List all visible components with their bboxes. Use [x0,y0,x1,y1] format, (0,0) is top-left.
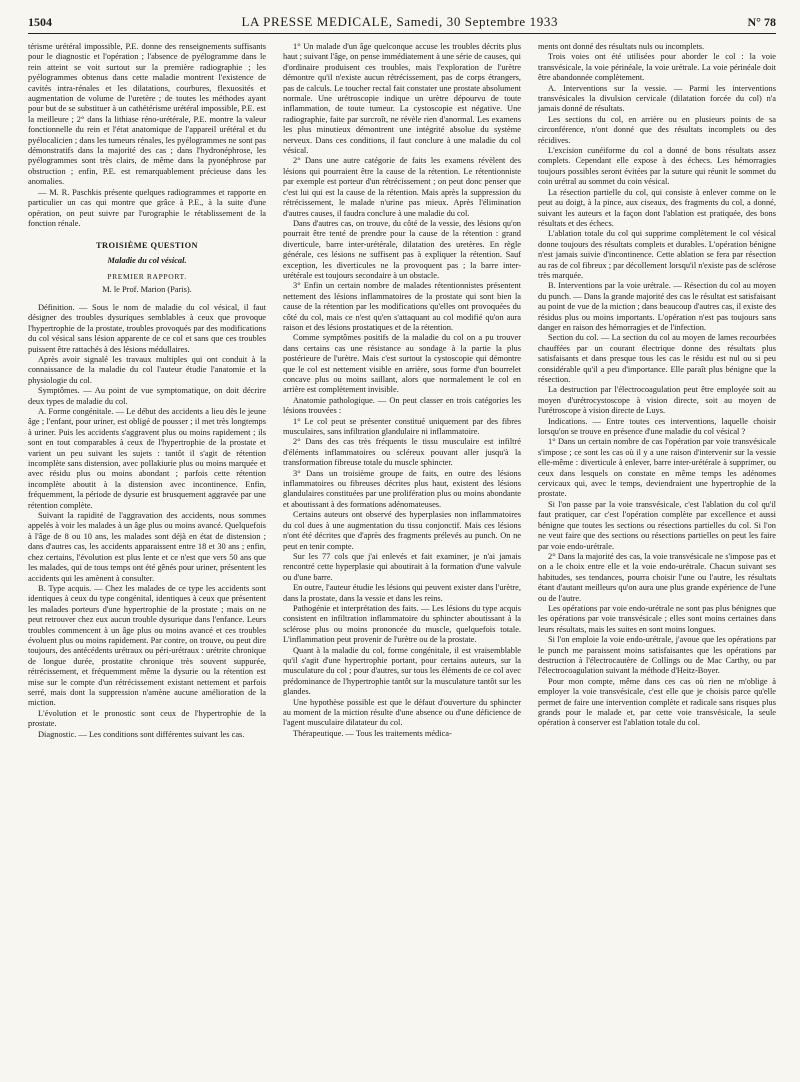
paragraph: Si l'on emploie la voie endo-urétrale, j'avoue que les opérations par le punch me paraissent moins satisfaisantes que les opérations par destruction à l'électrocautère de Collings ou de Mac Carthy, ou par l'électrocoagulation suivant la méthode d'Heitz-Boyer. [538,635,776,676]
paragraph: 3° Dans un troisième groupe de faits, en outre des lésions inflammatoires ou fibreuses décrites plus haut, existent des lésions glandulaires constituées par une prolifération plus ou moins abondante et aboutissant à des formations adénomateuses. [283,468,521,509]
paragraph: 2° Dans une autre catégorie de faits les examens révèlent des lésions qui pourraient être la cause de la rétention. Le rétentionniste par exemple est porteur d'un rétrécissement ; on peut donc penser que c'est lui qui est la cause de la rétention. Mais après la suppression du rétrécissement, le malade n'urine pas mieux. Après l'élimination d'autres causes, il faudra conclure à une maladie du col. [283,156,521,218]
journal-title-line: LA PRESSE MEDICALE, Samedi, 30 Septembre 1933 [241,14,559,29]
section-heading: TROISIÈME QUESTION [96,241,198,251]
paragraph: Les sections du col, en arrière ou en plusieurs points de sa circonférence, n'ont donné que des résultats incomplets ou des récidives. [538,114,776,145]
issue-number: N° 78 [747,15,776,29]
paragraph: Après avoir signalé les travaux multiples qui ont conduit à la connaissance de la maladie du col l'auteur étudie l'anatomie et la physiologie du col. [28,354,266,385]
paragraph: Anatomie pathologique. — On peut classer en trois catégories les lésions trouvées : [283,395,521,416]
paragraph: L'évolution et le pronostic sont ceux de l'hypertrophie de la prostate. [28,708,266,729]
paragraph: 3° Enfin un certain nombre de malades rétentionnistes présentent nettement des lésions inflammatoires de la prostate qui sont bien la cause de la rétention par les modifications qu'elles ont provoquées du côté du col, mais ce n'est qu'en s'attaquant au col modifié qu'on aura raison et des lésions prostatiques et de la rétention. [283,281,521,332]
paragraph: 1° Dans un certain nombre de cas l'opération par voie transvésicale s'impose ; ce sont les cas où il y a une raison d'intervenir sur la vessie elle-même : diverticule à enlever, barre inter-urétérale à supprimer, ou ceux dans lesquels on constate en même temps les adénomes cervicaux qui, avec le temps, deviendraient une hypertrophie de la prostate. [538,437,776,499]
paragraph: Trois voies ont été utilisées pour aborder le col : la voie transvésicale, la voie périnéale, la voie urétrale. La voie périnéale doit être abandonnée complètement. [538,52,776,83]
paragraph: B. Interventions par la voie urétrale. — Résection du col au moyen du punch. — Dans la grande majorité des cas le résultat est satisfaisant au point de vue de la miction ; dans beaucoup d'autres cas, il existe des résidus plus ou moins importants. L'opération n'est pas toujours sans danger en raison des hémorragies et de l'infection. [538,281,776,332]
report-author: M. le Prof. Marion (Paris). [102,284,192,294]
column-middle [283,42,521,1072]
paragraph: ments ont donné des résultats nuls ou incomplets. [538,42,705,51]
paragraph: Si l'on passe par la voie transvésicale, c'est l'ablation du col qu'il faut pratiquer, car c'est l'opération complète par excellence et aussi bénigne que toutes les sections ou résections partielles du col. Si l'on ne veut faire que des sections ou résections partielles on peut les faire par voie endo-urétrale. [538,499,776,551]
paragraph: Les opérations par voie endo-urétrale ne sont pas plus bénignes que les opérations par voie transvésicale ; elles sont moins certaines dans leurs résultats, mais les suites en sont moins longues. [538,603,776,634]
paragraph: La résection partielle du col, qui consiste à enlever comme on le peut au doigt, à la pince, aux ciseaux, des fragments du col, a donné, suivant les auteurs et la façon dont l'ablation est pratiquée, des bons résultats et des échecs. [538,187,776,228]
paragraph: 2° Dans des cas très fréquents le tissu musculaire est infiltré d'éléments inflammatoires ou scléreux pouvant aller jusqu'à la transformation fibreuse totale du muscle sphincter. [283,437,521,468]
paragraph: La destruction par l'électrocoagulation peut être employée soit au moyen d'urétrocystoscope à vision directe, soit au moyen de l'urétroscope à vision directe de Luys. [538,385,776,416]
paragraph: Une hypothèse possible est que le défaut d'ouverture du sphincter au moment de la miction résulte d'une absence ou d'une déficience de l'agent musculaire dilatateur du col. [283,697,521,728]
paragraph: Symptômes. — Au point de vue symptomatique, on doit décrire deux types de maladie du col. [28,386,266,406]
paragraph: 1° Le col peut se présenter constitué uniquement par des fibres musculaires, sans infiltration glandulaire ni inflammatoire. [283,416,521,437]
paragraph: En outre, l'auteur étudie les lésions qui peuvent exister dans l'urètre, dans la prostate, dans la vessie et dans les reins. [283,583,521,603]
section-subtitle: Maladie du col vésical. [107,255,187,265]
paragraph: Diagnostic. — Les conditions sont différentes suivant les cas. [38,729,245,739]
column-right [538,42,776,1072]
paragraph: Pathogénie et interprétation des faits. — Les lésions du type acquis consistent en infiltration inflammatoire du sphincter aboutissant à la sclérose plus ou moins prononcée du muscle, quelquefois totale. L'inflammation peut provenir de l'urètre ou de la prostate. [283,603,521,645]
paragraph: B. Type acquis. — Chez les malades de ce type les accidents sont identiques à ceux du type congénital, identiques à ceux que présentent les malades porteurs d'une hypertrophie de la prostate ; mais on ne peut retrouver chez eux aucun trouble dysurique dans l'enfance. Leurs troubles commencent à un âge plus ou moins avancé et ces troubles évoluent plus ou moins rapidement. Par contre, on trouve, ou peut dire toujours, des antécédents urétraux ou péri-urétraux : urétrite chronique de longue durée, prostatite chronique très souvent suppurée, rétrécissement, et fréquemment même la dysurie ou la rétention est mise sur le compte d'un rétrécissement existant nettement et parfois serré, mais dont la suppression n'amène aucune amélioration de la miction. [28,583,266,708]
paragraph: A. Forme congénitale. — Le début des accidents a lieu dès le jeune âge ; l'enfant, pour uriner, est obligé de pousser ; il met très longtemps à uriner. Puis les accidents s'aggravent plus ou moins rapidement ; ils sont en tout comparables à ceux de l'hypertrophie de la prostate et varient un peu suivant les sujets : tantôt il s'agit de rétention incomplète sans distension, avec pollakiurie plus ou moins marquée et avec résidu plus ou moins abondant ; parfois cette rétention incomplète aboutit à la distension avec incontinence. Enfin, fréquemment, la période de dysurie est brusquement aggravée par une rétention complète. [28,407,266,510]
report-label: PREMIER RAPPORT. [107,272,187,282]
page-number: 1504 [28,15,52,29]
paragraph: L'excision cunéiforme du col a donné de bons résultats assez complets. Cependant elle expose à des échecs. Les hémorragies toujours possibles seront évitées par la suture qui réunit le sommet du coin urétral au sommet du coin vésical. [538,146,776,187]
paragraph: A. Interventions sur la vessie. — Parmi les interventions transvésicales la divulsion cervicale (dilatation forcée du col) n'a jamais donné de résultats. [538,83,776,114]
paragraph: L'ablation totale du col qui supprime complètement le col vésical donne toujours des résultats complets et durables. L'opération bénigne n'est jamais suivie d'incontinence. Cette ablation se fera par résection au ras de col fibreux ; par décollement lorsqu'il n'existe pas de sclérose très marquée. [538,229,776,280]
paragraph: 1° Un malade d'un âge quelconque accuse les troubles décrits plus haut ; suivant l'âge, on pense immédiatement à une série de causes, qui d'ordinaire produisent ces troubles, mais l'exploration de l'urètre démontre qu'il n'existe aucun rétrécissement, pas de corps étrangers, pas de calculs. Le toucher rectal fait constater une prostate absolument normale. Une urétroscopie indique un urètre dépourvu de toute inflammation, de toute tumeur. La cystoscopie est négative. Une radiographie, faite par surcroît, ne révèle rien d'anormal. Les examens les plus minutieux démontrent une intégrité absolue du système nerveux. Dans ces conditions, il faut conclure à une maladie du col vésical. [283,42,521,156]
paragraph: Sur les 77 cols que j'ai enlevés et fait examiner, je n'ai jamais rencontré cette hyperplasie qui aboutirait à la formation d'une valvule ou d'une barre. [283,551,521,582]
paragraph: Définition. — Sous le nom de maladie du col vésical, il faut désigner des troubles dysuriques semblables à ceux que provoque l'hypertrophie de la prostate, troubles provoqués par des modifications du col vésical sans lésion apparente de ce col et sans que ces troubles puissent être rattachés à des lésions médullaires. [28,302,266,354]
paragraph: Certains auteurs ont observé des hyperplasies non inflammatoires du col dues à une augmentation du tissu conjonctif. Mais ces lésions n'ont été décrites que d'après des fragments prélevés au punch. On ne peut en tenir compte. [283,510,521,551]
column-left [28,42,266,1072]
page-header [28,14,776,34]
paragraph: Suivant la rapidité de l'aggravation des accidents, nous sommes appelés à voir les malades à un âge plus ou moins avancé. Quelquefois à l'âge de 8 ou 10 ans, les malades sont déjà en état de distension ; dans d'autres cas, les accidents apparaissent entre 18 et 30 ans ; enfin, chez certains, l'évolution est plus lente et ce n'est que vers 50 ans que les malades, qui de tous temps ont été gênés pour uriner, présentent les accidents qui les amènent à consulter. [28,511,266,583]
paragraph: Pour mon compte, même dans ces cas où rien ne m'oblige à employer la voie transvésicale, c'est elle que je choisis parce qu'elle permet de faire une intervention complète et radicale sans risques plus grands pour le malade et, par cette voie transvésicale, la seule opération à conserver est l'ablation totale du col. [538,676,776,728]
paragraph: 2° Dans la majorité des cas, la voie transvésicale ne s'impose pas et on a le choix entre elle et la voie endo-urétrale. Chacun suivant ses habitudes, ses tendances, pourra choisir l'une ou l'autre, les résultats étant d'autant meilleurs qu'on aura une plus grande expérience de l'une ou de l'autre. [538,551,776,603]
paragraph: Comme symptômes positifs de la maladie du col on a pu trouver dans certains cas une résistance au sondage à la partie la plus postérieure de l'urètre. Mais c'est surtout la cystoscopie qui démontre que le col est nettement visible en arrière, sous forme d'un bourrelet concave plus ou moins saillant, alors que normalement le col en arrière est complètement invisible. [283,333,521,395]
paragraph: Section du col. — La section du col au moyen de lames recourbées chauffées par un courant électrique donne des résultats plus satisfaisants et dans presque tous les cas le résidu est nul ou si peu considérable qu'il a peu d'importance. Elle paraît plus bénigne que la résection. [538,333,776,384]
paragraph: — M. R. Paschkis présente quelques radiogrammes et rapporte en particulier un cas qui montre que grâce à P.E., à la suite d'une opération, on peut suivre par l'urographie le rétablissement de la fonction rénale. [28,187,266,228]
text-columns [28,42,776,1072]
paragraph: Quant à la maladie du col, forme congénitale, il est vraisemblable qu'il s'agit d'une hypertrophie portant, pour certains auteurs, sur la musculature du col ; pour d'autres, sur tous les éléments de ce col avec prédominance de l'hypertrophie tantôt sur la musculature tantôt sur les glandes. [283,645,521,697]
paragraph: Dans d'autres cas, on trouve, du côté de la vessie, des lésions qu'on pourrait être tenté de prendre pour la cause de la rétention : grand diverticule, barre inter-urétérale, dilatation des uretères. En règle générale, ces lésions ne suffisent pas à expliquer la rétention. Sauf exception, les diverticules ne la provoquent pas ; la barre inter-urétérale est toujours secondaire à un obstacle. [283,218,521,280]
paragraph: térisme urétéral impossible, P.E. donne des renseignements suffisants pour le diagnostic et l'opération ; l'absence de pyélogramme dans le rein atteint se voit surtout sur la première radiographie ; les pyélogrammes obtenus dans cette maladie montrent l'existence de cavités intra-rénales et les dilatations, courbures, flexuosités et augmentation de volume de l'uretère ; de toutes les méthodes ayant pour but de se substituer à un cathétérisme urétéral impossible, P.E. est la meilleure ; 2° dans la lithiase réno-urétérale, P.E. montre la valeur fonctionnelle du rein et l'état anatomique de l'appareil urétéral et du pyélocalicien ; dans les tumeurs rénales, les pyélogrammes ne sont pas démonstratifs dans la majorité des cas ; dans l'hydronéphrose, les pyélogrammes sont très clairs, de même dans la pyonéphrose par obstruction ; enfin, P.E. est remarquablement précieuse dans les anomalies. [28,42,266,187]
paragraph: Indications. — Entre toutes ces interventions, laquelle choisir lorsqu'on se trouve en présence d'une maladie du col vésical ? [538,416,776,437]
paragraph: Thérapeutique. — Tous les traitements médica- [293,728,452,738]
